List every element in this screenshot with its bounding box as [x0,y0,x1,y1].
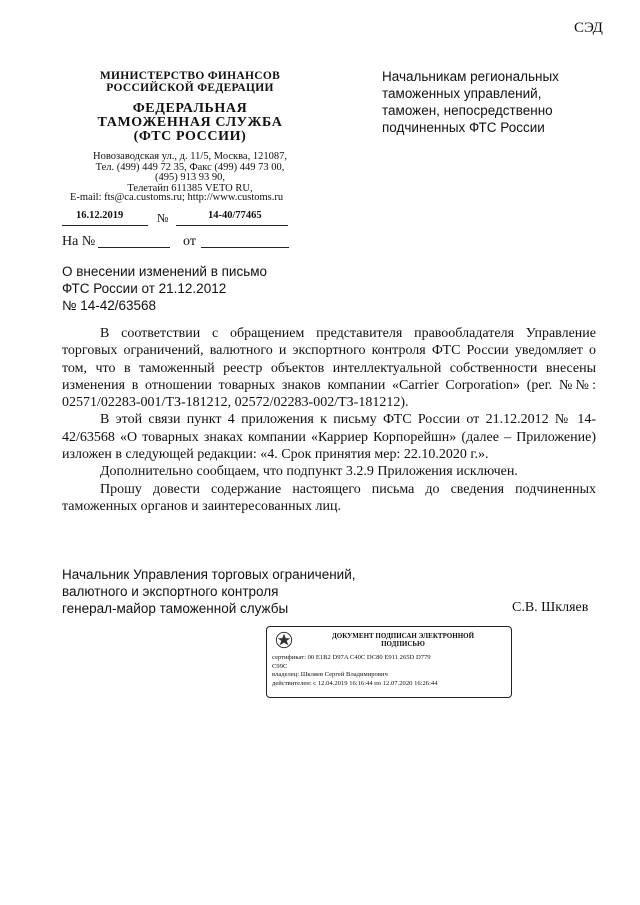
service-name [60,102,320,144]
email-line: E-mail: fts@ca.customs.ru; http://www.customs.ru [70,192,284,203]
addressee-line: таможенных управлений, [382,86,542,101]
addressee-line: подчиненных ФТС России [382,120,545,135]
emblem-icon [275,631,293,649]
body-paragraph: Дополнительно сообщаем, что подпункт 3.2.9 Приложения исключен. [100,464,518,480]
registration-date: 16.12.2019 [76,210,124,221]
date-underline [62,225,148,226]
stamp-title-line: ПОДПИСЬЮ [381,640,425,648]
body-paragraph: В этой связи пункт 4 приложения к письму ФТС России от 21.12.2012 № 14-42/63568 «О товарных знаках компании «Карриер Корпорейшн» (далее – Приложение) изложен в следующей редакции: «4. Срок принятия мер: 22.10.2020 г.». [62,412,596,463]
electronic-signature-stamp [266,626,512,698]
contact-line: (495) 913 93 90, [155,172,225,183]
sed-mark: СЭД [574,20,603,36]
ministry-name [60,70,320,94]
validity-line: действителен: с 12.04.2019 16:16:44 по 12.07.2020 16:26:44 [272,679,438,687]
reference-date-label: от [183,234,196,249]
contact-line: Новозаводская ул., д. 11/5, Москва, 121087, [93,151,287,162]
body-paragraph: В соответствии с обращением представителя правообладателя Управление торговых ограничений, валютного и экспортного контроля ФТС России уведомляет о том, что в таможенный реестр объектов интеллектуальной собственности внесены изменения в отношении товарных знаков компании «Carrier Corporation» (рег. №№: 02571/02283-001/ТЗ-181212, 02572/02283-002/ТЗ-181212). [62,326,596,411]
addressee [382,68,559,136]
owner-line: владелец: Шкляев Сергей Владимирович [272,671,388,679]
position-line: Начальник Управления торговых ограничений, [62,567,356,582]
subject-line: О внесении изменений в письмо [62,264,268,279]
reference-number-line [98,247,170,248]
addressee-line: таможен, непосредственно [382,103,553,118]
signatory-name: С.В. Шкляев [512,600,589,615]
position-line: генерал-майор таможенной службы [62,601,289,616]
number-underline [176,225,288,226]
subject-line: № 14-42/63568 [62,298,157,313]
reference-date-line [201,247,289,248]
contacts-block [60,152,320,194]
letter-body [62,325,596,515]
service-line: (ФТС РОССИИ) [133,129,247,144]
registration-number-label: № [157,211,169,225]
reference-number-label: На № [62,234,96,249]
stamp-details [272,654,438,688]
addressee-line: Начальникам региональных [382,69,559,84]
ministry-line: МИНИСТЕРСТВО ФИНАНСОВ [99,70,281,82]
stamp-title [297,632,509,648]
ministry-line: РОССИЙСКОЙ ФЕДЕРАЦИИ [106,82,274,94]
contact-line: Тел. (499) 449 72 35, Факс (499) 449 73 00, [95,161,285,173]
service-line: ТАМОЖЕННАЯ СЛУЖБА [97,115,283,130]
service-line: ФЕДЕРАЛЬНАЯ [132,101,248,116]
subject [62,263,267,314]
body-paragraph: Прошу довести содержание настоящего письма до сведения подчиненных таможенных органов и заинтересованных лиц. [62,481,596,514]
contact-line: Телетайп 611385 VETO RU, [127,182,253,194]
certificate-line: C99C [272,662,288,670]
certificate-line: сертификат: 00 E1B2 D97A C40C DC80 E911 265D D779 [272,654,431,661]
position-line: валютного и экспортного контроля [62,584,279,599]
stamp-title-line: ДОКУМЕНТ ПОДПИСАН ЭЛЕКТРОННОЙ [331,632,475,640]
subject-line: ФТС России от 21.12.2012 [62,281,227,296]
registration-number: 14-40/77465 [208,210,262,221]
signatory-position [62,566,356,617]
